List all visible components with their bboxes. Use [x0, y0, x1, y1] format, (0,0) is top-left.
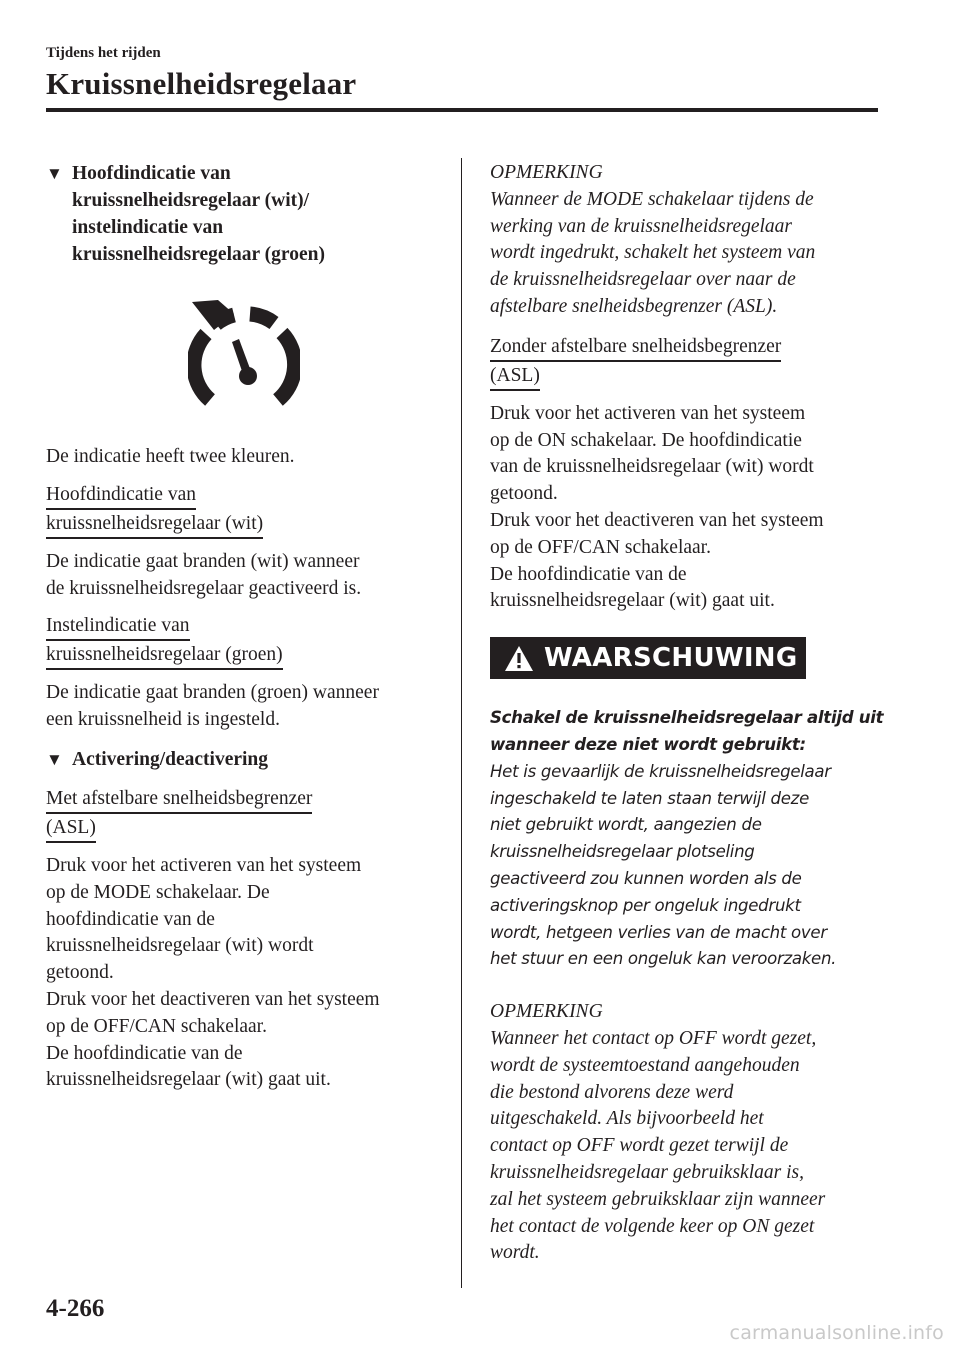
subheading-line: kruissnelheidsregelaar (wit)	[46, 510, 263, 539]
warning-section	[490, 637, 885, 973]
cruise-control-speedometer-icon	[188, 296, 300, 414]
warning-text: Schakel de kruissnelheidsregelaar altijd uit wanneer deze niet wordt gebruikt: Het is gevaarlijk de kruissnelheidsregelaar ingeschakeld te laten staan terwijl deze niet gebruikt wordt, aangezien de kruissnelheidsregelaar plotseling geactiveerd zou kunnen worden als de activeringsknop per ongeluk ingedrukt wordt, hetgeen verlies van de macht over het stuur en een ongeluk kan veroorzaken.	[490, 708, 884, 969]
paragraph-set-indicator: De indicatie gaat branden (groen) wanneer een kruissnelheid is ingesteld.	[46, 682, 379, 731]
note-title: OPMERKING	[490, 162, 603, 183]
right-column	[490, 160, 885, 1267]
warning-box	[490, 637, 806, 679]
column-divider	[461, 158, 462, 1288]
subheading-main-indicator	[46, 481, 442, 539]
subheading-without-asl	[490, 333, 885, 391]
paragraph-without-asl: Druk voor het activeren van het systeem op de ON schakelaar. De hoofdindicatie van de kruissnelheidsregelaar (wit) wordt getoond. Druk voor het deactiveren van het systeem op de OFF/CAN schakelaar. De hoofdindicatie van de kruissnelheidsregelaar (wit) gaat uit.	[490, 402, 824, 612]
section-heading-indicator	[46, 160, 442, 268]
note-title: OPMERKING	[490, 1001, 603, 1023]
page-title: Kruissnelheidsregelaar	[46, 66, 357, 101]
heading-line: kruissnelheidsregelaar (groen)	[72, 244, 325, 265]
note-text: Wanneer de MODE schakelaar tijdens de werking van de kruissnelheidsregelaar wordt ingedrukt, schakelt het systeem van de kruissnelheidsregelaar over naar de afstelbare snelheidsbegrenzer (ASL).	[490, 188, 816, 317]
header-rule	[46, 108, 878, 112]
page-number: 4-266	[46, 1295, 105, 1322]
subheading-line: (ASL)	[46, 814, 96, 843]
intro-text: De indicatie heeft twee kleuren.	[46, 446, 295, 467]
heading-line: Hoofdindicatie van	[72, 163, 231, 184]
heading-line: kruissnelheidsregelaar (wit)/	[72, 190, 310, 211]
triangle-marker-icon: ▼	[46, 749, 63, 769]
subheading-set-indicator	[46, 612, 442, 670]
section-label: Tijdens het rijden	[46, 45, 161, 61]
warning-label: WAARSCHUWING	[544, 643, 798, 674]
triangle-marker-icon: ▼	[46, 164, 63, 183]
left-column	[46, 160, 442, 1094]
subheading-line: Zonder afstelbare snelheidsbegrenzer	[490, 333, 781, 362]
page-header	[46, 44, 878, 112]
section-heading-activation: ▼ Activering/deactivering	[46, 746, 442, 773]
warning-triangle-icon	[504, 645, 534, 672]
subheading-line: kruissnelheidsregelaar (groen)	[46, 641, 283, 670]
icon-container	[46, 296, 442, 414]
subheading-line: (ASL)	[490, 362, 540, 391]
heading-line: instelindicatie van	[72, 217, 224, 238]
subheading-line: Hoofdindicatie van	[46, 481, 196, 510]
paragraph-main-indicator: De indicatie gaat branden (wit) wanneer de kruissnelheidsregelaar geactiveerd is.	[46, 550, 362, 599]
subheading-with-asl	[46, 785, 442, 843]
subheading-line: Instelindicatie van	[46, 612, 190, 641]
watermark: carmanualsonline.info	[729, 1322, 944, 1344]
paragraph-with-asl: Druk voor het activeren van het systeem op de MODE schakelaar. De hoofdindicatie van de kruissnelheidsregelaar (wit) wordt getoond. Druk voor het deactiveren van het systeem op de OFF/CAN schakelaar. De hoofdindicatie van de kruissnelheidsregelaar (wit) gaat uit.	[46, 854, 380, 1091]
subheading-line: Met afstelbare snelheidsbegrenzer	[46, 785, 312, 814]
note-text: Wanneer het contact op OFF wordt gezet, wordt de systeemtoestand aangehouden die bestond alvorens deze werd uitgeschakeld. Als bijvoorbeeld het contact op OFF wordt gezet terwijl de kruissnelheidsregelaar gebruiksklaar is, zal het systeem gebruiksklaar zijn wanneer het contact de volgende keer op ON gezet wordt.	[490, 1027, 826, 1264]
